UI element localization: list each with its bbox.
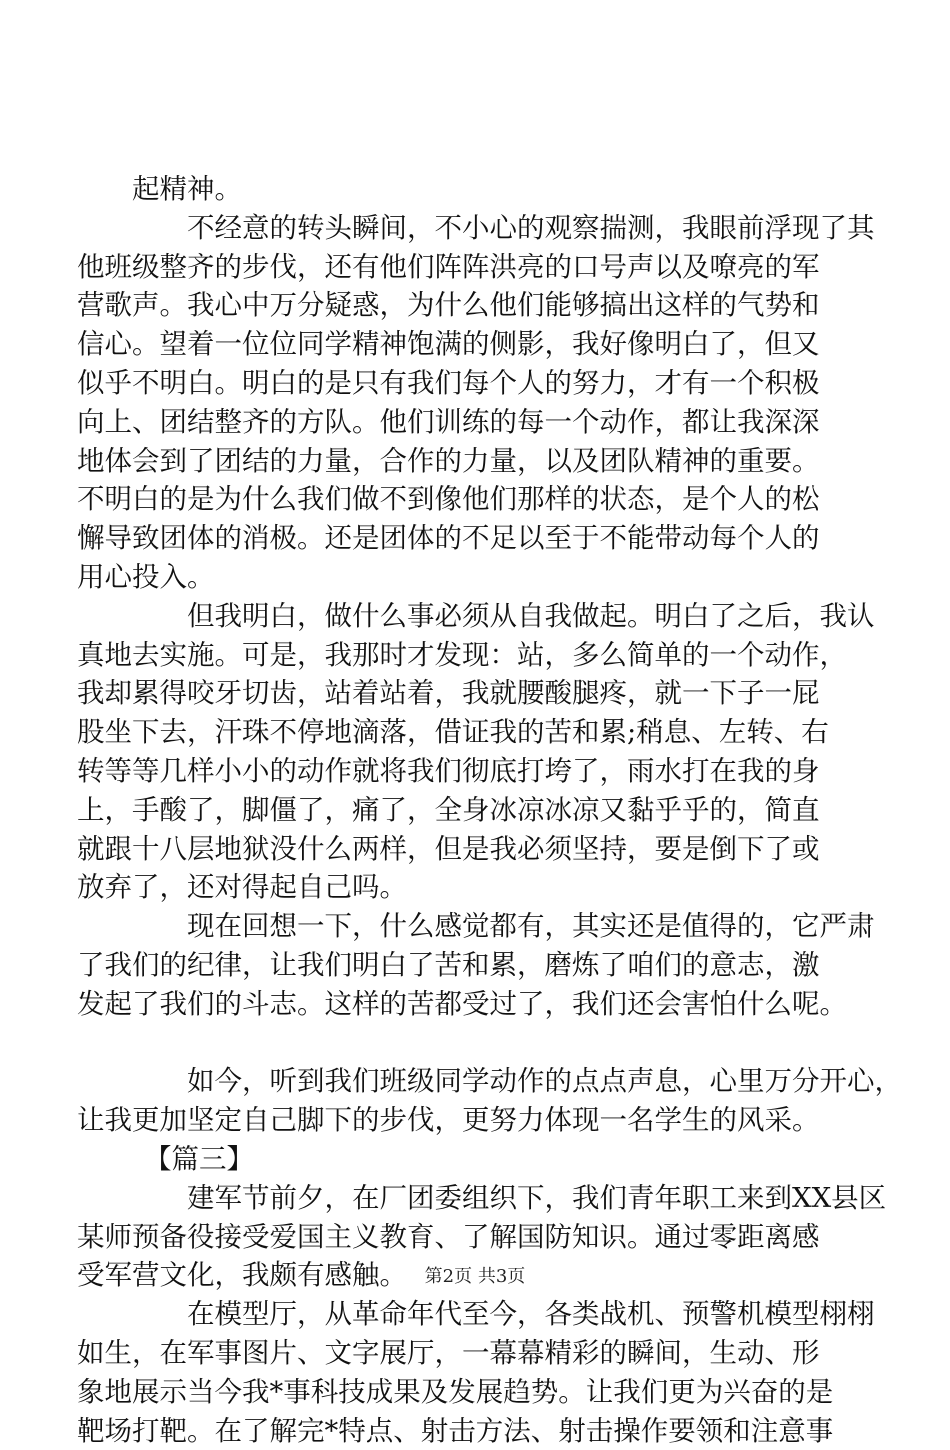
- text-line: 受军营文化，我颇有感触。: [77, 1256, 852, 1295]
- paragraph: [132, 209, 852, 597]
- text-line: 如生，在军事图片、文字展厅，一幕幕精彩的瞬间，生动、形: [77, 1334, 852, 1373]
- paragraph: [132, 170, 852, 209]
- text-line: 用心投入。: [77, 558, 852, 597]
- text-line: 地体会到了团结的力量，合作的力量，以及团队精神的重要。: [77, 442, 852, 481]
- text-line: 现在回想一下，什么感觉都有，其实还是值得的，它严肃: [132, 907, 852, 946]
- text-line: 象地展示当今我*事科技成果及发展趋势。让我们更为兴奋的是: [77, 1373, 852, 1412]
- text-line: 如今，听到我们班级同学动作的点点声息，心里万分开心，: [132, 1062, 852, 1101]
- paragraph: [132, 597, 852, 907]
- text-line: 我却累得咬牙切齿，站着站着，我就腰酸腿疼，就一下子一屁: [77, 674, 852, 713]
- text-line: 他班级整齐的步伐，还有他们阵阵洪亮的口号声以及嘹亮的军: [77, 248, 852, 287]
- text-line: 股坐下去，汗珠不停地滴落，借证我的苦和累;稍息、左转、右: [77, 713, 852, 752]
- text-line: 不经意的转头瞬间，不小心的观察揣测，我眼前浮现了其: [132, 209, 852, 248]
- text-line: 转等等几样小小的动作就将我们彻底打垮了，雨水打在我的身: [77, 752, 852, 791]
- text-line: 起精神。: [132, 170, 852, 209]
- text-line: 某师预备役接受爱国主义教育、了解国防知识。通过零距离感: [77, 1218, 852, 1257]
- text-line: 似乎不明白。明白的是只有我们每个人的努力，才有一个积极: [77, 364, 852, 403]
- text-line: 真地去实施。可是，我那时才发现：站，多么简单的一个动作，: [77, 636, 852, 675]
- text-line: 发起了我们的斗志。这样的苦都受过了，我们还会害怕什么呢。: [77, 985, 852, 1024]
- text-line: 不明白的是为什么我们做不到像他们那样的状态，是个人的松: [77, 480, 852, 519]
- text-line: 了我们的纪律，让我们明白了苦和累，磨炼了咱们的意志，激: [77, 946, 852, 985]
- document-body: [132, 170, 852, 1450]
- text-line: 向上、团结整齐的方队。他们训练的每一个动作，都让我深深: [77, 403, 852, 442]
- section-heading: 【篇三】: [132, 1140, 852, 1179]
- text-line: 在模型厅，从革命年代至今，各类战机、预警机模型栩栩: [132, 1295, 852, 1334]
- text-line: 放弃了，还对得起自己吗。: [77, 868, 852, 907]
- paragraph: [132, 1295, 852, 1450]
- text-line: 就跟十八层地狱没什么两样，但是我必须坚持，要是倒下了或: [77, 830, 852, 869]
- text-line: 信心。望着一位位同学精神饱满的侧影，我好像明白了，但又: [77, 325, 852, 364]
- text-line: 让我更加坚定自己脚下的步伐，更努力体现一名学生的风采。: [77, 1101, 852, 1140]
- paragraph: [132, 907, 852, 1023]
- paragraph-gap: [132, 1024, 852, 1063]
- paragraph: [132, 1062, 852, 1140]
- text-line: 懈导致团体的消极。还是团体的不足以至于不能带动每个人的: [77, 519, 852, 558]
- text-line: 靶场打靶。在了解完*特点、射击方法、射击操作要领和注意事: [77, 1412, 852, 1450]
- page-number-footer: 第2页 共3页: [0, 1262, 950, 1288]
- text-line: 但我明白，做什么事必须从自我做起。明白了之后，我认: [132, 597, 852, 636]
- text-line: 营歌声。我心中万分疑惑，为什么他们能够搞出这样的气势和: [77, 286, 852, 325]
- text-line: 上，手酸了，脚僵了，痛了，全身冰凉冰凉又黏乎乎的，简直: [77, 791, 852, 830]
- text-line: 建军节前夕，在厂团委组织下，我们青年职工来到XX县区: [132, 1179, 852, 1218]
